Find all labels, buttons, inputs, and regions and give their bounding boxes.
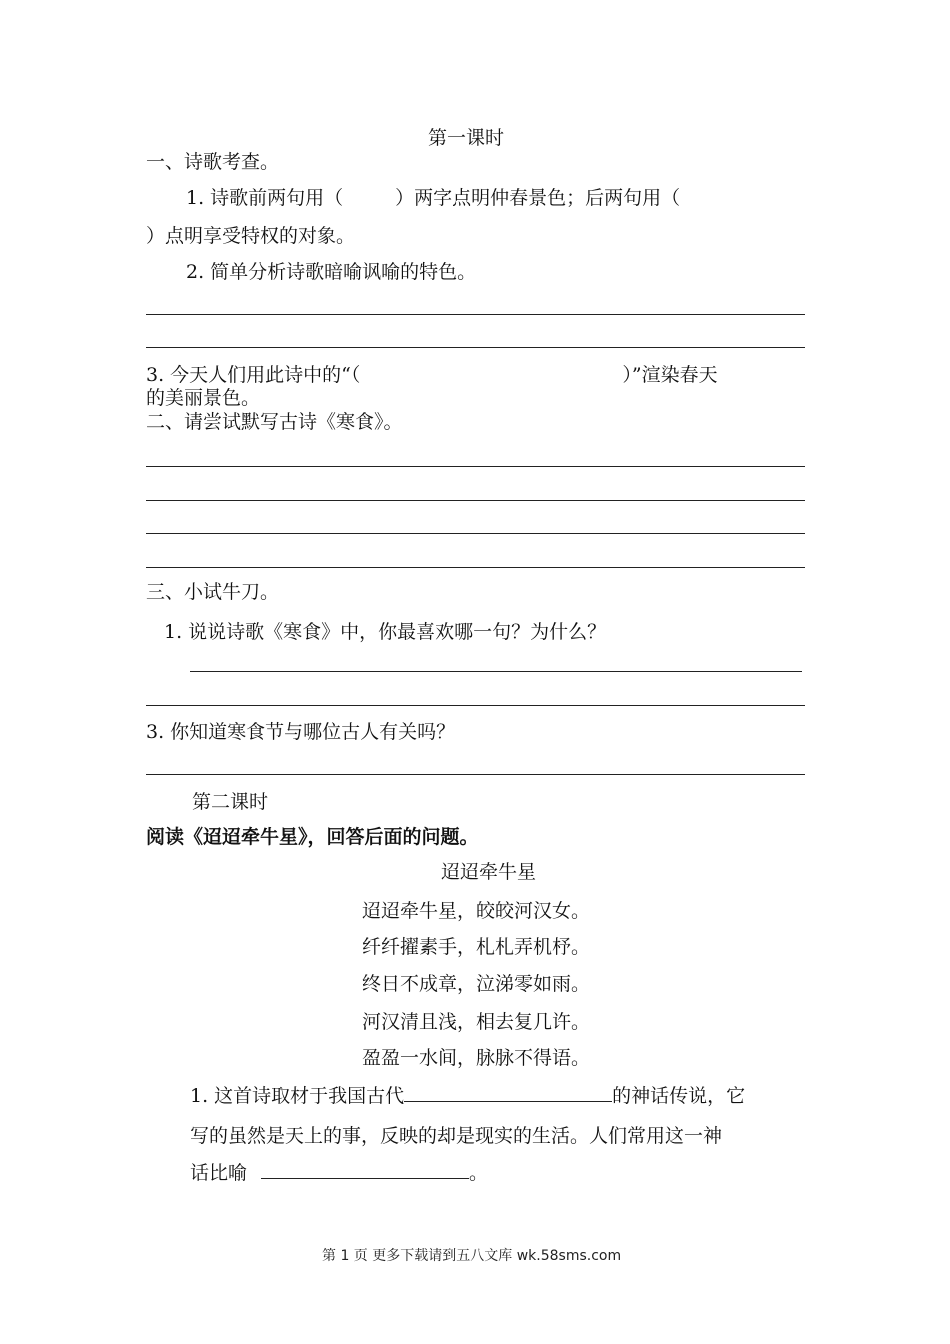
fill-in-blank[interactable]	[404, 1083, 612, 1102]
lesson2-question-1-line3	[190, 1160, 488, 1185]
poem-line: 河汉清且浅，相去复几许。	[362, 1011, 591, 1033]
answer-line[interactable]	[146, 466, 805, 467]
section1-heading: 一、诗歌考查。	[146, 151, 280, 173]
reading-instruction: 阅读《迢迢牵牛星》，回答后面的问题。	[146, 826, 479, 848]
question-3-text-a: 3. 今天人们用此诗中的“（	[146, 364, 361, 386]
poem-line: 纤纤擢素手，札札弄机杼。	[362, 936, 591, 958]
lesson2-title: 第二课时	[192, 791, 269, 813]
question-1-line1	[186, 186, 680, 210]
page-footer: 第 1 页 更多下载请到五八文库 wk.58sms.com	[322, 1248, 622, 1264]
question-1-text-a: 1. 诗歌前两句用（	[186, 187, 344, 209]
answer-line[interactable]	[146, 567, 805, 568]
section3-question-3: 3. 你知道寒食节与哪位古人有关吗？	[146, 721, 456, 743]
answer-line[interactable]	[146, 774, 805, 775]
answer-line[interactable]	[146, 314, 805, 315]
poem-line: 迢迢牵牛星，皎皎河汉女。	[362, 900, 591, 922]
lesson2-question-1-text-c: 话比喻	[190, 1162, 248, 1184]
question-2: 2. 简单分析诗歌暗喻讽喻的特色。	[186, 261, 477, 283]
poem-title: 迢迢牵牛星	[441, 861, 537, 883]
question-1-text-b: ）两字点明仲春景色；后两句用（	[395, 187, 681, 209]
section2-heading: 二、请尝试默写古诗《寒食》。	[146, 411, 403, 433]
question-1-line2: ）点明享受特权的对象。	[146, 225, 356, 247]
answer-line[interactable]	[146, 500, 805, 501]
lesson2-question-1-text-d: 。	[469, 1162, 489, 1184]
question-3-line1	[146, 363, 718, 387]
lesson2-question-1-text-a: 1. 这首诗取材于我国古代	[190, 1085, 405, 1107]
section3-question-1: 1. 说说诗歌《寒食》中，你最喜欢哪一句？为什么？	[164, 621, 607, 643]
answer-line[interactable]	[146, 705, 805, 706]
lesson1-title: 第一课时	[428, 127, 505, 149]
answer-line[interactable]	[146, 533, 805, 534]
lesson2-question-1-line1	[190, 1083, 745, 1108]
lesson2-question-1-text-b: 的神话传说，它	[612, 1085, 746, 1107]
answer-line[interactable]	[190, 671, 802, 672]
fill-in-blank[interactable]	[261, 1160, 469, 1179]
question-3-text-b: ）”渲染春天	[622, 364, 718, 386]
answer-line[interactable]	[146, 347, 805, 348]
poem-line: 终日不成章，泣涕零如雨。	[362, 973, 591, 995]
lesson2-question-1-line2: 写的虽然是天上的事，反映的却是现实的生活。人们常用这一神	[190, 1125, 723, 1147]
question-3-line2: 的美丽景色。	[146, 387, 261, 409]
section3-heading: 三、小试牛刀。	[146, 581, 280, 603]
poem-line: 盈盈一水间，脉脉不得语。	[362, 1047, 591, 1069]
